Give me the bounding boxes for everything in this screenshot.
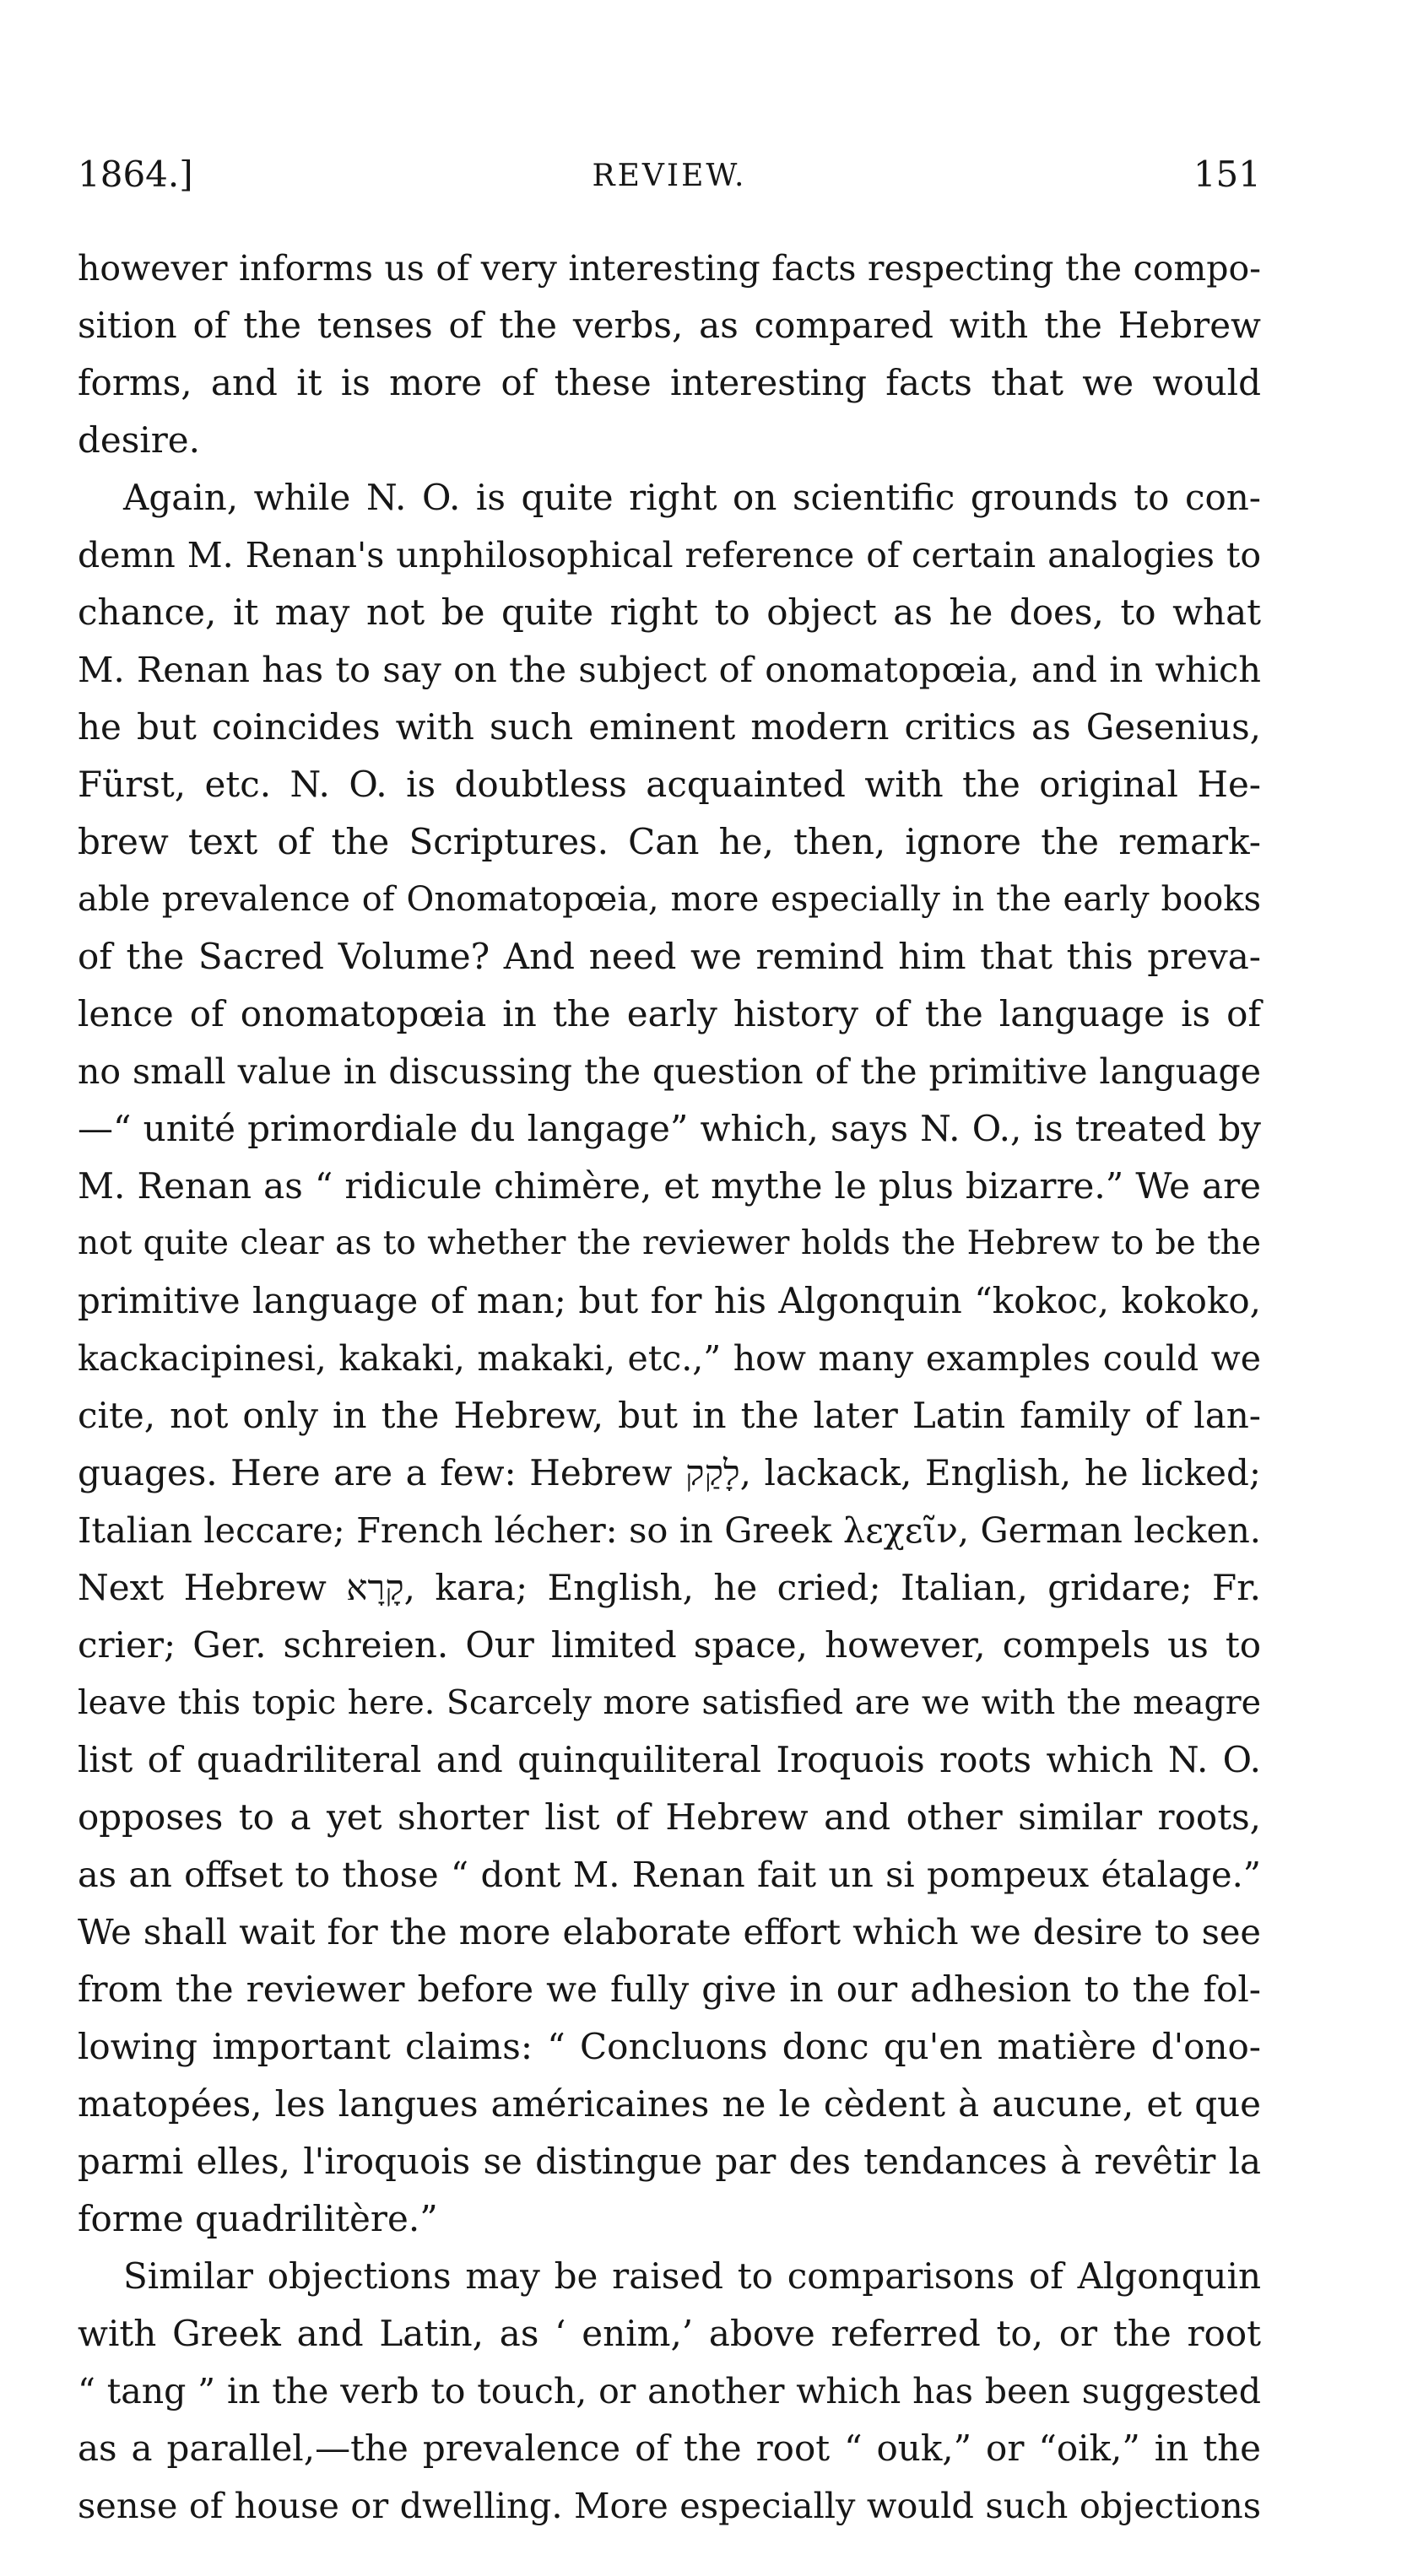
text-line: however informs us of very interesting facts respecting the compo-: [78, 248, 1261, 289]
text-line: list of quadriliteral and quinquiliteral Iroquois roots which N. O.: [78, 1739, 1261, 1780]
text-line: no small value in discussing the question of the primitive language: [78, 1051, 1261, 1092]
body-text: [78, 240, 1261, 2535]
text-line: chance, it may not be quite right to object as he does, to what: [78, 591, 1261, 633]
text-line: We shall wait for the more elaborate effort which we desire to see: [78, 1911, 1261, 1952]
text-line: opposes to a yet shorter list of Hebrew and other similar roots,: [78, 1796, 1261, 1838]
text-line: Fürst, etc. N. O. is doubtless acquainted with the original He-: [78, 764, 1261, 805]
text-line: Italian leccare; French lécher: so in Greek λεχεῖν, German lecken.: [78, 1509, 1261, 1551]
text-line: crier; Ger. schreien. Our limited space, however, compels us to: [78, 1624, 1261, 1666]
text-line: desire.: [78, 419, 201, 461]
text-line: lowing important claims: “ Concluons donc qu'en matière d'ono-: [78, 2026, 1261, 2067]
text-line: M. Renan as “ ridicule chimère, et mythe le plus bizarre.” We are: [78, 1165, 1261, 1207]
running-head-year: 1864.]: [78, 154, 193, 195]
text-line: of the Sacred Volume? And need we remind him that this preva-: [78, 936, 1261, 977]
text-line: from the reviewer before we fully give in our adhesion to the fol-: [78, 1968, 1261, 2010]
text-line: parmi elles, l'iroquois se distingue par des tendances à revêtir la: [78, 2141, 1261, 2182]
text-line: kackacipinesi, kakaki, makaki, etc.,” how many examples could we: [78, 1338, 1261, 1379]
text-line: —“ unité primordiale du langage” which, says N. O., is treated by: [78, 1108, 1261, 1149]
text-line: not quite clear as to whether the reviewer holds the Hebrew to be the: [78, 1224, 1261, 1262]
text-line: demn M. Renan's unphilosophical reference of certain analogies to: [78, 535, 1261, 575]
running-head: [78, 145, 1261, 204]
text-line: as an offset to those “ dont M. Renan fait un si pompeux étalage.”: [78, 1854, 1261, 1895]
text-line: Next Hebrew קָרָא, kara; English, he cried; Italian, gridare; Fr.: [78, 1567, 1262, 1608]
text-line: brew text of the Scriptures. Can he, then, ignore the remark-: [78, 821, 1261, 862]
text-line: Again, while N. O. is quite right on scientific grounds to con-: [123, 477, 1261, 518]
text-line: primitive language of man; but for his Algonquin “kokoc, kokoko,: [78, 1280, 1261, 1321]
text-line: able prevalence of Onomatopœia, more especially in the early books: [78, 880, 1261, 919]
text-line: as a parallel,—the prevalence of the root “ ouk,” or “oik,” in the: [78, 2427, 1261, 2469]
text-line: guages. Here are a few: Hebrew לָקַק, lackack, English, he licked;: [78, 1452, 1261, 1493]
text-line: cite, not only in the Hebrew, but in the later Latin family of lan-: [78, 1395, 1261, 1436]
text-line: matopées, les langues américaines ne le cèdent à aucune, et que: [78, 2083, 1261, 2125]
text-line: M. Renan has to say on the subject of onomatopœia, and in which: [78, 649, 1261, 690]
text-line: leave this topic here. Scarcely more satisfied are we with the meagre: [78, 1683, 1261, 1722]
text-line: with Greek and Latin, as ‘ enim,’ above referred to, or the root: [78, 2313, 1261, 2354]
text-line: sition of the tenses of the verbs, as compared with the Hebrew: [78, 305, 1261, 346]
text-line: he but coincides with such eminent modern critics as Gesenius,: [78, 706, 1261, 748]
text-line: lence of onomatopœia in the early history of the language is of: [78, 993, 1261, 1034]
text-line: forms, and it is more of these interesting facts that we would: [78, 362, 1261, 403]
text-line: Similar objections may be raised to comparisons of Algonquin: [123, 2255, 1261, 2297]
running-head-title: REVIEW.: [592, 159, 747, 193]
text-line: “ tang ” in the verb to touch, or another which has been suggested: [78, 2371, 1261, 2411]
page-number: 151: [1193, 154, 1261, 195]
text-line: forme quadrilitère.”: [78, 2198, 438, 2239]
text-line: sense of house or dwelling. More especially would such objections: [78, 2485, 1261, 2526]
